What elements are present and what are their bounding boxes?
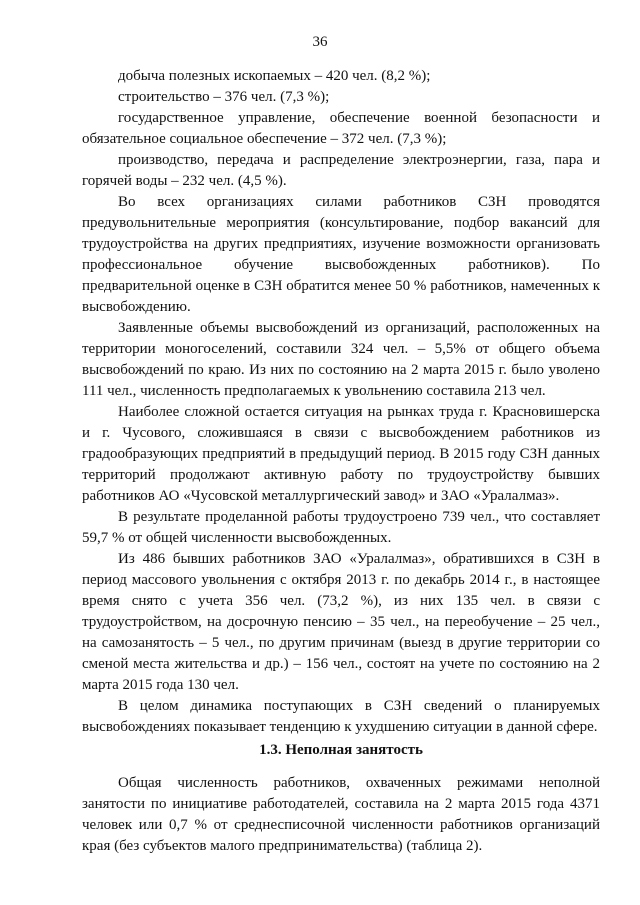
page-number: 36 [312,34,328,50]
paragraph-part-time-employment: Общая численность работников, охваченных режимами неполной занятости по инициативе работодателей, составила на 2 марта 2015 года 4371 человек или 0,7 % от среднесписочной численности работников организаций края (без субъектов малого предпринимательства) (таблица 2). [82,775,600,854]
paragraph-public-administration: государственное управление, обеспечение военной безопасности и обязательное социальное обеспечение – 372 чел. (7,3 %); [82,110,600,147]
paragraph-energy-production: производство, передача и распределение электроэнергии, газа, пара и горячей воды – 232 чел. (4,5 %). [82,152,600,189]
section-heading: 1.3. Неполная занятость [259,742,423,758]
paragraph-mining: добыча полезных ископаемых – 420 чел. (8,2 %); [118,68,431,84]
document-body [82,66,600,857]
paragraph-construction: строительство – 376 чел. (7,3 %); [118,89,330,105]
paragraph-monotown-releases: Заявленные объемы высвобождений из организаций, расположенных на территории моногоселений, составили 324 чел. – 5,5% от общего объема высвобождений по краю. Из них по состоянию на 2 марта 2015 г. было уволено 111 чел., численность предполагаемых к увольнению составила 213 чел. [82,320,600,399]
paragraph-difficult-labor-markets: Наиболее сложной остается ситуация на рынках труда г. Красновишерска и г. Чусового, сложившаяся в связи с высвобождением работников из градообразующих предприятий в предыдущий период. В 2015 году СЗН данных территорий продолжают активную работу по трудоустройству бывших работников АО «Чусовской металлургический завод» и ЗАО «Уралалмаз». [82,404,600,504]
paragraph-pre-dismissal-measures: Во всех организациях силами работников СЗН проводятся предувольнительные мероприятия (консультирование, подбор вакансий для трудоустройства на других предприятиях, изучение возможности организовать профессиональное обучение высвобожденных работников). По предварительной оценке в СЗН обратится менее 50 % работников, намеченных к высвобождению. [82,194,600,315]
paragraph-uralalmaz-workers: Из 486 бывших работников ЗАО «Уралалмаз», обратившихся в СЗН в период массового увольнения с октября 2013 г. по декабрь 2014 г., в настоящее время снято с учета 356 чел. (73,2 %), из них 135 чел. в связи с трудоустройством, на досрочную пенсию – 35 чел., на переобучение – 25 чел., на самозанятость – 5 чел., по другим причинам (выезд в другие территории со сменой места жительства и др.) – 156 чел., состоят на учете по состоянию на 2 марта 2015 года 130 чел. [82,551,600,693]
paragraph-employment-results: В результате проделанной работы трудоустроено 739 чел., что составляет 59,7 % от общей численности высвобожденных. [82,509,600,546]
paragraph-overall-dynamics: В целом динамика поступающих в СЗН сведений о планируемых высвобождениях показывает тенденцию к ухудшению ситуации в данной сфере. [82,698,600,735]
